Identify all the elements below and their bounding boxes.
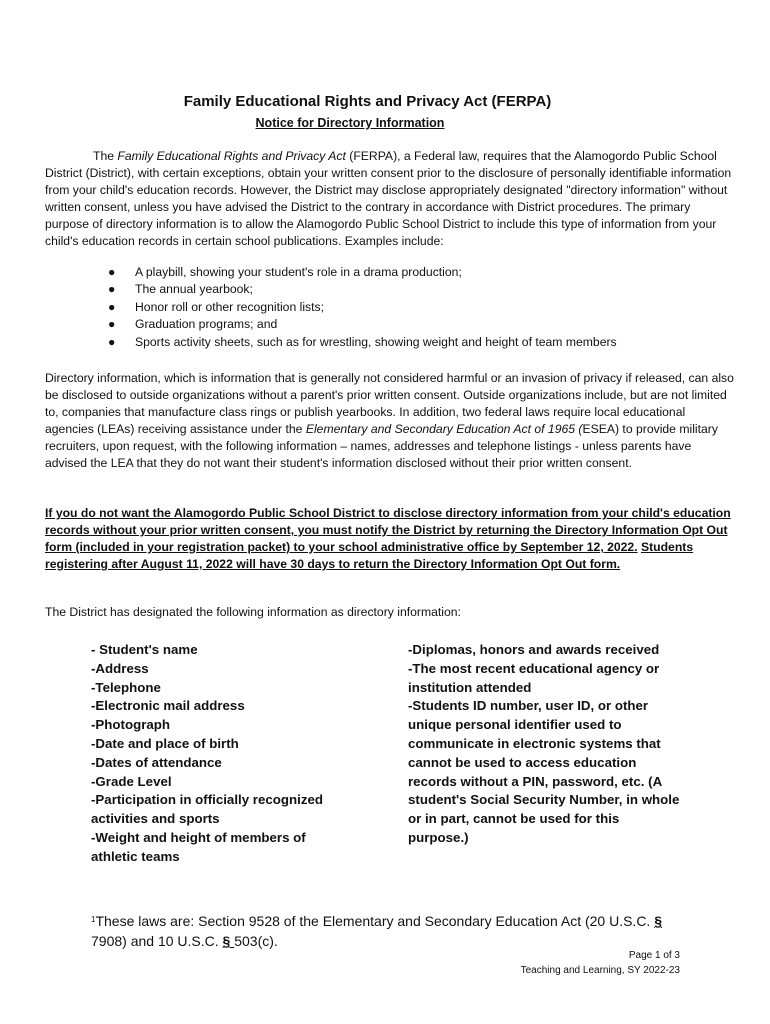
list-item-text: Honor roll or other recognition lists; bbox=[135, 299, 324, 314]
directory-item: -Electronic mail address bbox=[91, 698, 245, 714]
directory-list-left bbox=[91, 641, 351, 867]
list-item-text: Graduation programs; and bbox=[135, 317, 278, 332]
footnote-part3: 503(c). bbox=[234, 933, 278, 949]
section-symbol: § bbox=[222, 933, 235, 949]
directory-info-paragraph bbox=[45, 370, 735, 472]
designation-paragraph: The District has designated the following information as directory information: bbox=[45, 605, 461, 619]
document-title: Family Educational Rights and Privacy Act (FERPA) bbox=[183, 93, 552, 110]
bullet-icon: ● bbox=[108, 317, 116, 332]
act-name: Family Educational Rights and Privacy Act bbox=[117, 149, 346, 163]
footnote-part1: These laws are: Section 9528 of the Elementary and Secondary Education Act (20 U.S.C. bbox=[95, 913, 655, 929]
opt-out-instruction: If you do not want the Alamogordo Public School District to disclose directory information from your child's education records without your prior written consent, you must notify the District by returning the Directory Information Opt Out form (included in your registration packet) to your school administrative office by September 12, 2022. bbox=[45, 506, 731, 554]
directory-item: -Photograph bbox=[91, 717, 171, 733]
bullet-icon: ● bbox=[108, 265, 116, 279]
directory-item: -Grade Level bbox=[91, 773, 172, 789]
footnote-marker: 1 bbox=[91, 915, 96, 924]
list-item bbox=[108, 299, 708, 316]
list-item bbox=[108, 316, 708, 333]
p2-part2: ESEA) to provide military recruiters, upon request, with the following information – names, addresses and telephone listings - unless parents have advised the LEA that they do not want their student's information disclosed without their prior written consent. bbox=[45, 422, 718, 470]
directory-item: -Address bbox=[91, 660, 149, 676]
p2-part1: Directory information, which is information that is generally not considered harmful or an invasion of privacy if released, can also be disclosed to outside organizations without a parent's prior written consent. Outside organizations include, but are not limited to, companies that manufacture class rings or publish yearbooks. In addition, two federal laws require local educational agencies (LEAs) receiving assistance under the bbox=[45, 371, 734, 436]
directory-item: -Students ID number, user ID, or other unique personal identifier used to communicate in electronic systems that cannot be used to access education records without a PIN, password, etc. (A student's Social Security Number, in whole or in part, cannot be used for this purpose.) bbox=[408, 698, 680, 845]
page-number: Page 1 of 3 bbox=[628, 950, 680, 961]
footnote-part2: 7908) and 10 U.S.C. bbox=[91, 933, 223, 949]
list-item bbox=[108, 334, 708, 351]
examples-list bbox=[108, 264, 708, 351]
section-symbol: § bbox=[654, 913, 663, 929]
intro-lead: The bbox=[93, 149, 118, 163]
intro-body: (FERPA), a Federal law, requires that the Alamogordo Public School District (District), with certain exceptions, obtain your written consent prior to the disclosure of personally identifiable information from your child's education records. However, the District may disclose appropriately designated "directory information" without written consent, unless you have advised the District to the contrary in accordance with District procedures. The primary purpose of directory information is to allow the Alamogordo Public School District to include this type of information from your child's education records in certain school publications. Examples include: bbox=[45, 149, 732, 248]
list-item bbox=[108, 264, 708, 281]
footer-department: Teaching and Learning, SY 2022-23 bbox=[520, 965, 680, 976]
bullet-icon: ● bbox=[108, 334, 116, 349]
directory-item: -Participation in officially recognized activities and sports bbox=[91, 792, 323, 827]
list-item bbox=[108, 281, 708, 298]
directory-item: -Diplomas, honors and awards received bbox=[408, 642, 660, 657]
directory-item: -Dates of attendance bbox=[91, 754, 222, 770]
opt-out-deadline: Students registering after August 11, 2022 will have 30 days to return the Directory Information Opt Out form. bbox=[45, 540, 694, 571]
directory-item: - Student's name bbox=[91, 642, 198, 657]
opt-out-paragraph bbox=[45, 505, 735, 573]
list-item-text: Sports activity sheets, such as for wrestling, showing weight and height of team members bbox=[135, 334, 617, 349]
list-item-text: A playbill, showing your student's role in a drama production; bbox=[135, 265, 462, 279]
directory-item: -Weight and height of members of athletic teams bbox=[91, 829, 306, 864]
directory-item: -The most recent educational agency or institution attended bbox=[408, 660, 660, 695]
esea-name: Elementary and Secondary Education Act of 1965 ( bbox=[305, 422, 583, 436]
directory-list-right bbox=[408, 641, 683, 848]
intro-paragraph bbox=[45, 148, 735, 250]
directory-item: -Telephone bbox=[91, 679, 161, 695]
bullet-icon: ● bbox=[108, 299, 116, 314]
bullet-icon: ● bbox=[108, 282, 116, 297]
directory-item: -Date and place of birth bbox=[91, 735, 239, 751]
document-subtitle: Notice for Directory Information bbox=[255, 116, 445, 130]
list-item-text: The annual yearbook; bbox=[135, 282, 253, 297]
footnote bbox=[91, 911, 691, 951]
